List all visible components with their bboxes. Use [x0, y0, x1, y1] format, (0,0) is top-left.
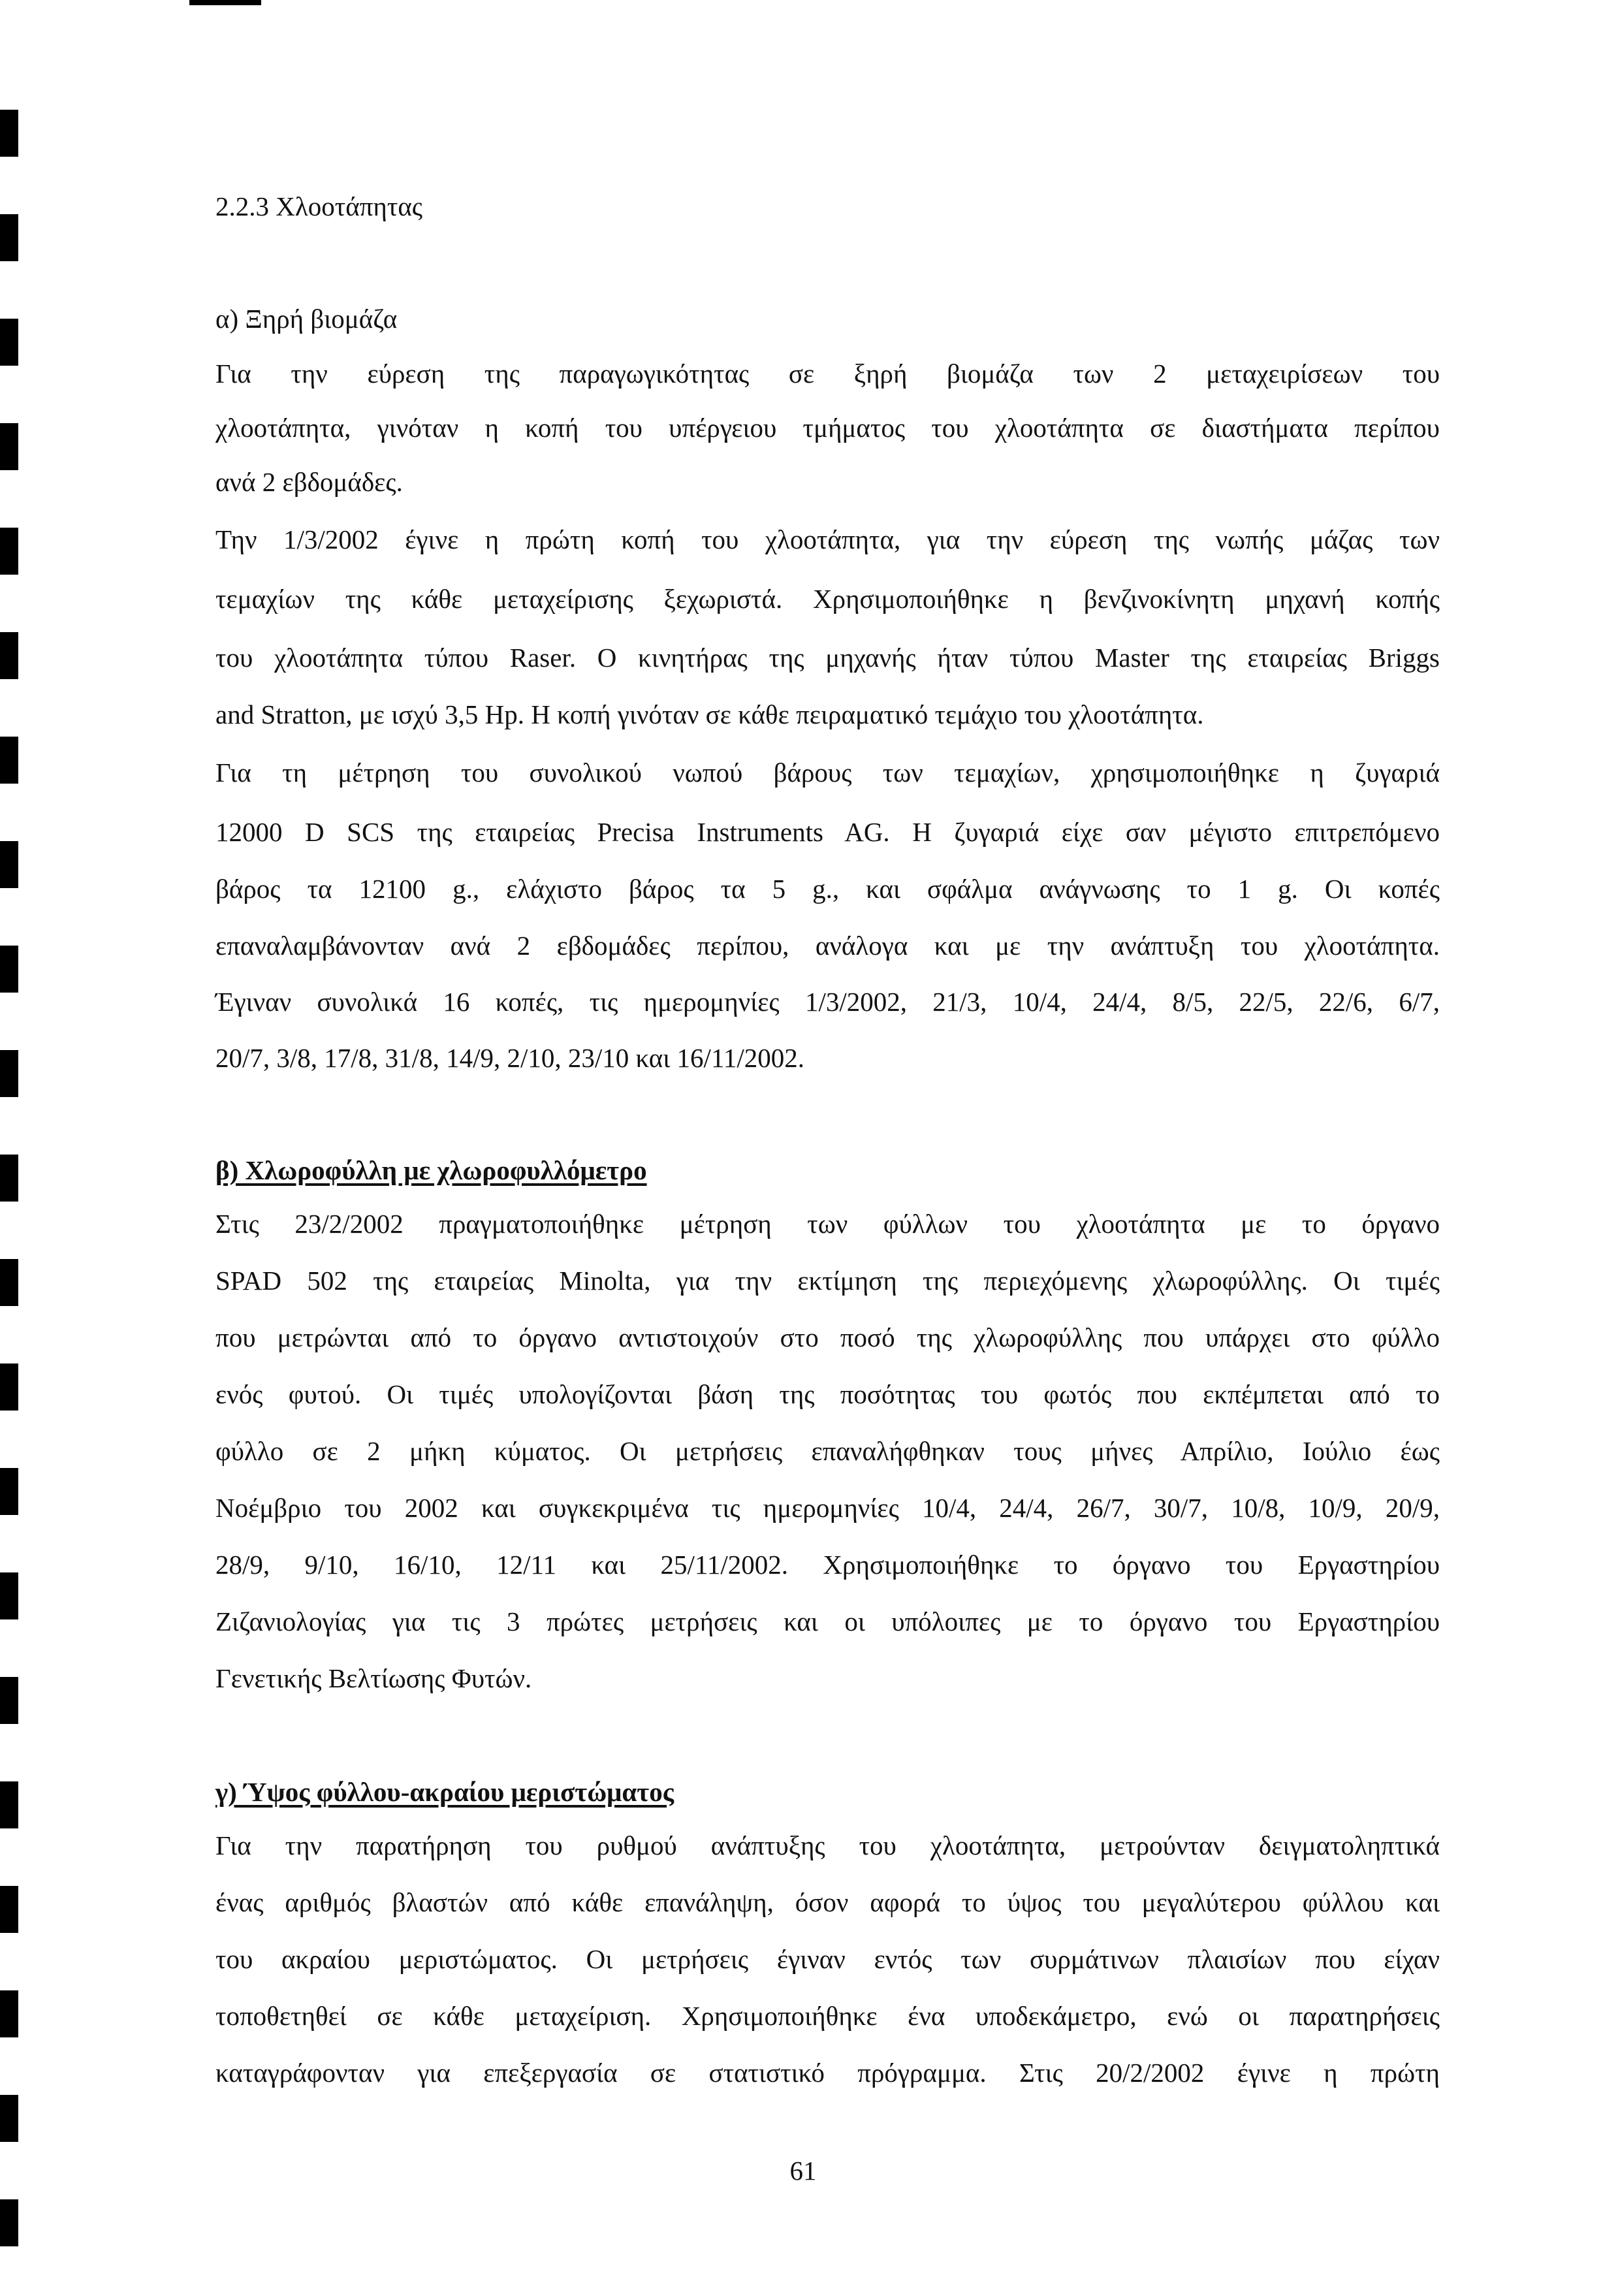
- section-heading: 2.2.3 Χλοοτάπητας: [215, 191, 423, 221]
- paragraph-line: Ζιζανιολογίας για τις 3 πρώτες μετρήσεις και οι υπόλοιπες με το όργανο του Εργαστηρίου: [215, 1606, 1440, 1636]
- film-edge-bars: [0, 0, 59, 2296]
- paragraph-line: 20/7, 3/8, 17/8, 31/8, 14/9, 2/10, 23/10 και 16/11/2002.: [215, 1043, 805, 1073]
- paragraph-line: φύλλο σε 2 μήκη κύματος. Οι μετρήσεις επαναλήφθηκαν τους μήνες Απρίλιο, Ιούλιο έως: [215, 1436, 1440, 1466]
- paragraph-line: του χλοοτάπητα τύπου Raser. Ο κινητήρας της μηχανής ήταν τύπου Master της εταιρείας Briggs: [215, 643, 1440, 673]
- page-number: 61: [789, 2156, 817, 2186]
- paragraph-line: 28/9, 9/10, 16/10, 12/11 και 25/11/2002. Χρησιμοποιήθηκε το όργανο του Εργαστηρίου: [215, 1550, 1440, 1580]
- paragraph-line: ένας αριθμός βλαστών από κάθε επανάληψη, όσον αφορά το ύψος του μεγαλύτερου φύλλου και: [215, 1887, 1440, 1917]
- paragraph-line: επαναλαμβάνονταν ανά 2 εβδομάδες περίπου, ανάλογα και με την ανάπτυξη του χλοοτάπητα.: [215, 931, 1440, 961]
- section-c-title: γ) Ύψος φύλλου-ακραίου μεριστώματος: [215, 1777, 674, 1807]
- paragraph-line: τεμαχίων της κάθε μεταχείρισης ξεχωριστά. Χρησιμοποιήθηκε η βενζινοκίνητη μηχανή κοπής: [215, 584, 1440, 614]
- paragraph-line: που μετρώνται από το όργανο αντιστοιχούν στο ποσό της χλωροφύλλης που υπάρχει στο φύλλο: [215, 1322, 1440, 1352]
- paragraph-line: Στις 23/2/2002 πραγματοποιήθηκε μέτρηση των φύλλων του χλοοτάπητα με το όργανο: [215, 1209, 1440, 1239]
- paragraph-line: καταγράφονταν για επεξεργασία σε στατιστικό πρόγραμμα. Στις 20/2/2002 έγινε η πρώτη: [215, 2058, 1440, 2088]
- paragraph-line: τοποθετηθεί σε κάθε μεταχείριση. Χρησιμοποιήθηκε ένα υποδεκάμετρο, ενώ οι παρατηρήσεις: [215, 2001, 1440, 2031]
- paragraph-line: Για την εύρεση της παραγωγικότητας σε ξηρή βιομάζα των 2 μεταχειρίσεων του: [215, 359, 1440, 389]
- paragraph-line: ενός φυτού. Οι τιμές υπολογίζονται βάση της ποσότητας του φωτός που εκπέμπεται από το: [215, 1379, 1440, 1409]
- paragraph-line: του ακραίου μεριστώματος. Οι μετρήσεις έγιναν εντός των συρμάτινων πλαισίων που είχαν: [215, 1944, 1440, 1974]
- paragraph-line: Έγιναν συνολικά 16 κοπές, τις ημερομηνίες 1/3/2002, 21/3, 10/4, 24/4, 8/5, 22/5, 22/6, 6/7,: [215, 987, 1440, 1017]
- paragraph-line: Για την παρατήρηση του ρυθμού ανάπτυξης του χλοοτάπητα, μετρούνταν δειγματοληπτικά: [215, 1830, 1440, 1860]
- scan-top-mark: [189, 0, 261, 5]
- paragraph-line: SPAD 502 της εταιρείας Minolta, για την εκτίμηση της περιεχόμενης χλωροφύλλης. Οι τιμές: [215, 1266, 1440, 1296]
- paragraph-line: ανά 2 εβδομάδες.: [215, 467, 403, 497]
- paragraph-line: χλοοτάπητα, γινόταν η κοπή του υπέργειου τμήματος του χλοοτάπητα σε διαστήματα περίπου: [215, 413, 1440, 443]
- paragraph-line: and Stratton, με ισχύ 3,5 Hp. Η κοπή γινόταν σε κάθε πειραματικό τεμάχιο του χλοοτάπητα.: [215, 699, 1204, 729]
- section-b-title: β) Χλωροφύλλη με χλωροφυλλόμετρο: [215, 1155, 647, 1185]
- paragraph-line: Την 1/3/2002 έγινε η πρώτη κοπή του χλοοτάπητα, για την εύρεση της νωπής μάζας των: [215, 524, 1440, 554]
- paragraph-line: βάρος τα 12100 g., ελάχιστο βάρος τα 5 g., και σφάλμα ανάγνωσης το 1 g. Οι κοπές: [215, 874, 1440, 904]
- paragraph-line: Γενετικής Βελτίωσης Φυτών.: [215, 1663, 532, 1693]
- paragraph-line: Για τη μέτρηση του συνολικού νωπού βάρους των τεμαχίων, χρησιμοποιήθηκε η ζυγαριά: [215, 757, 1440, 788]
- paragraph-line: Νοέμβριο του 2002 και συγκεκριμένα τις ημερομηνίες 10/4, 24/4, 26/7, 30/7, 10/8, 10/9, 20/9,: [215, 1493, 1440, 1523]
- paragraph-line: 12000 D SCS της εταιρείας Precisa Instruments AG. Η ζυγαριά είχε σαν μέγιστο επιτρεπόμενο: [215, 817, 1440, 847]
- section-a-title: α) Ξηρή βιομάζα: [215, 304, 398, 334]
